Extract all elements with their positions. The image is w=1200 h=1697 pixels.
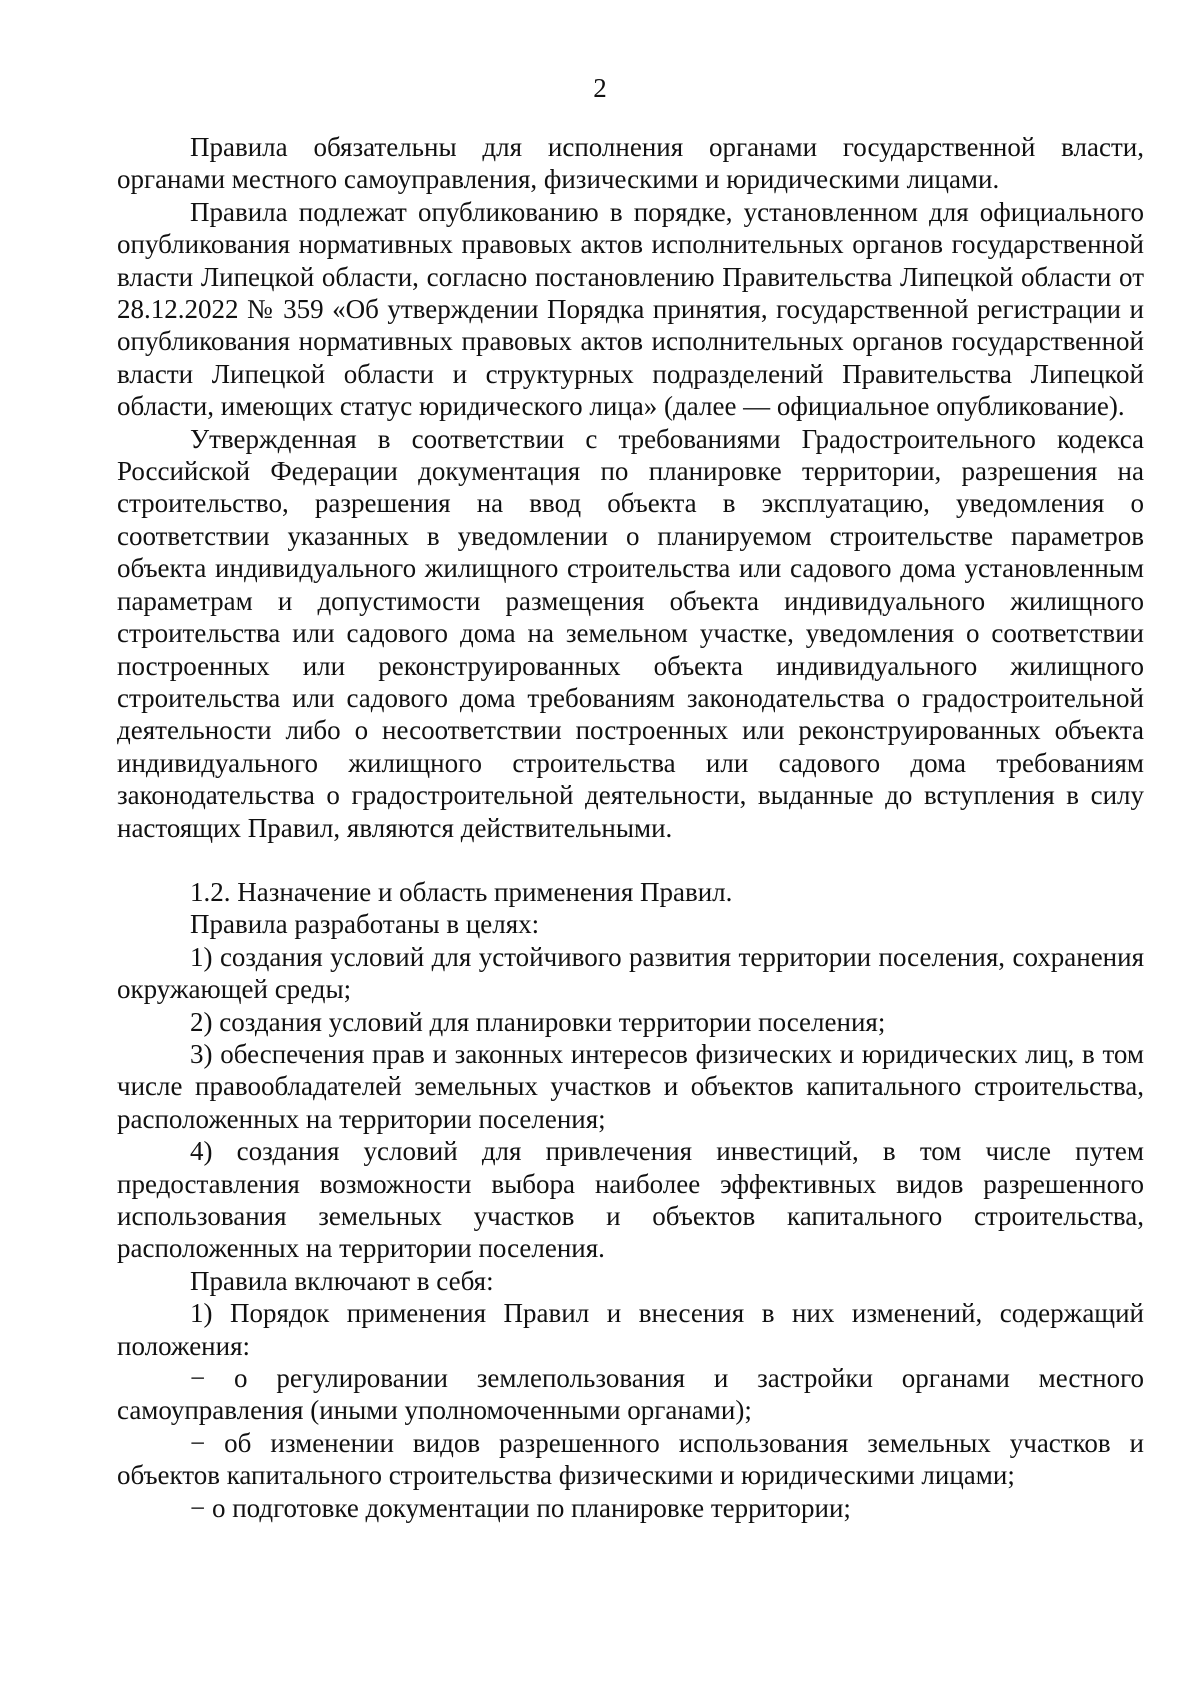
page-number: 2 — [593, 73, 607, 103]
paragraph-valid-documents: Утвержденная в соответствии с требованиями Градостроительного кодекса Российской Федерации документация по планировке территории, разрешения на строительство, разрешения на ввод объекта в эксплуатацию, уведомления о соответствии указанных в уведомлении о планируемом строительстве параметров объекта индивидуального жилищного строительства или садового дома установленным параметрам и допустимости размещения объекта индивидуального жилищного строительства или садового дома на земельном участке, уведомления о соответствии построенных или реконструированных объекта индивидуального жилищного строительства или садового дома требованиям законодательства о градостроительной деятельности либо о несоответствии построенных или реконструированных объекта индивидуального жилищного строительства или садового дома требованиям законодательства о градостроительной деятельности, выданные до вступления в силу настоящих Правил, являются действительными. — [117, 423, 1144, 843]
list-item-dash-planning-docs: − о подготовке документации по планировке территории; — [190, 1492, 851, 1523]
list-item-dash-change-use: − об изменении видов разрешенного использования земельных участков и объектов капитального строительства физическими и юридическими лицами; — [117, 1427, 1144, 1491]
list-item-goal-1: 1) создания условий для устойчивого развития территории поселения, сохранения окружающей среды; — [117, 941, 1144, 1005]
list-item-contents-1: 1) Порядок применения Правил и внесения в них изменений, содержащий положения: — [117, 1298, 1144, 1361]
document-body — [117, 131, 1144, 1524]
paragraph-obligatory: Правила обязательны для исполнения органами государственной власти, органами местного самоуправления, физическими и юридическими лицами. — [117, 132, 1144, 195]
list-item-goal-2: 2) создания условий для планировки территории поселения; — [190, 1006, 886, 1037]
paragraph-goals-intro: Правила разработаны в целях: — [190, 909, 540, 940]
list-item-dash-regulation: − о регулировании землепользования и застройки органами местного самоуправления (иными уполномоченными органами); — [117, 1363, 1144, 1426]
paragraph-publication: Правила подлежат опубликованию в порядке, установленном для официального опубликования нормативных правовых актов исполнительных органов государственной власти Липецкой области, согласно постановлению Правительства Липецкой области от 28.12.2022 № 359 «Об утверждении Порядка принятия, государственной регистрации и опубликования нормативных правовых актов исполнительных органов государственной власти Липецкой области и структурных подразделений Правительства Липецкой области, имеющих статус юридического лица» (далее — официальное опубликование). — [117, 196, 1144, 422]
paragraph-contents-intro: Правила включают в себя: — [190, 1265, 494, 1296]
section-heading-1-2: 1.2. Назначение и область применения Правил. — [190, 876, 733, 907]
list-item-goal-4: 4) создания условий для привлечения инвестиций, в том числе путем предоставления возможности выбора наиболее эффективных видов разрешенного использования земельных участков и объектов капитального строительства, расположенных на территории поселения. — [117, 1136, 1144, 1264]
list-item-goal-3: 3) обеспечения прав и законных интересов физических и юридических лиц, в том числе правообладателей земельных участков и объектов капитального строительства, расположенных на территории поселения; — [117, 1038, 1144, 1134]
